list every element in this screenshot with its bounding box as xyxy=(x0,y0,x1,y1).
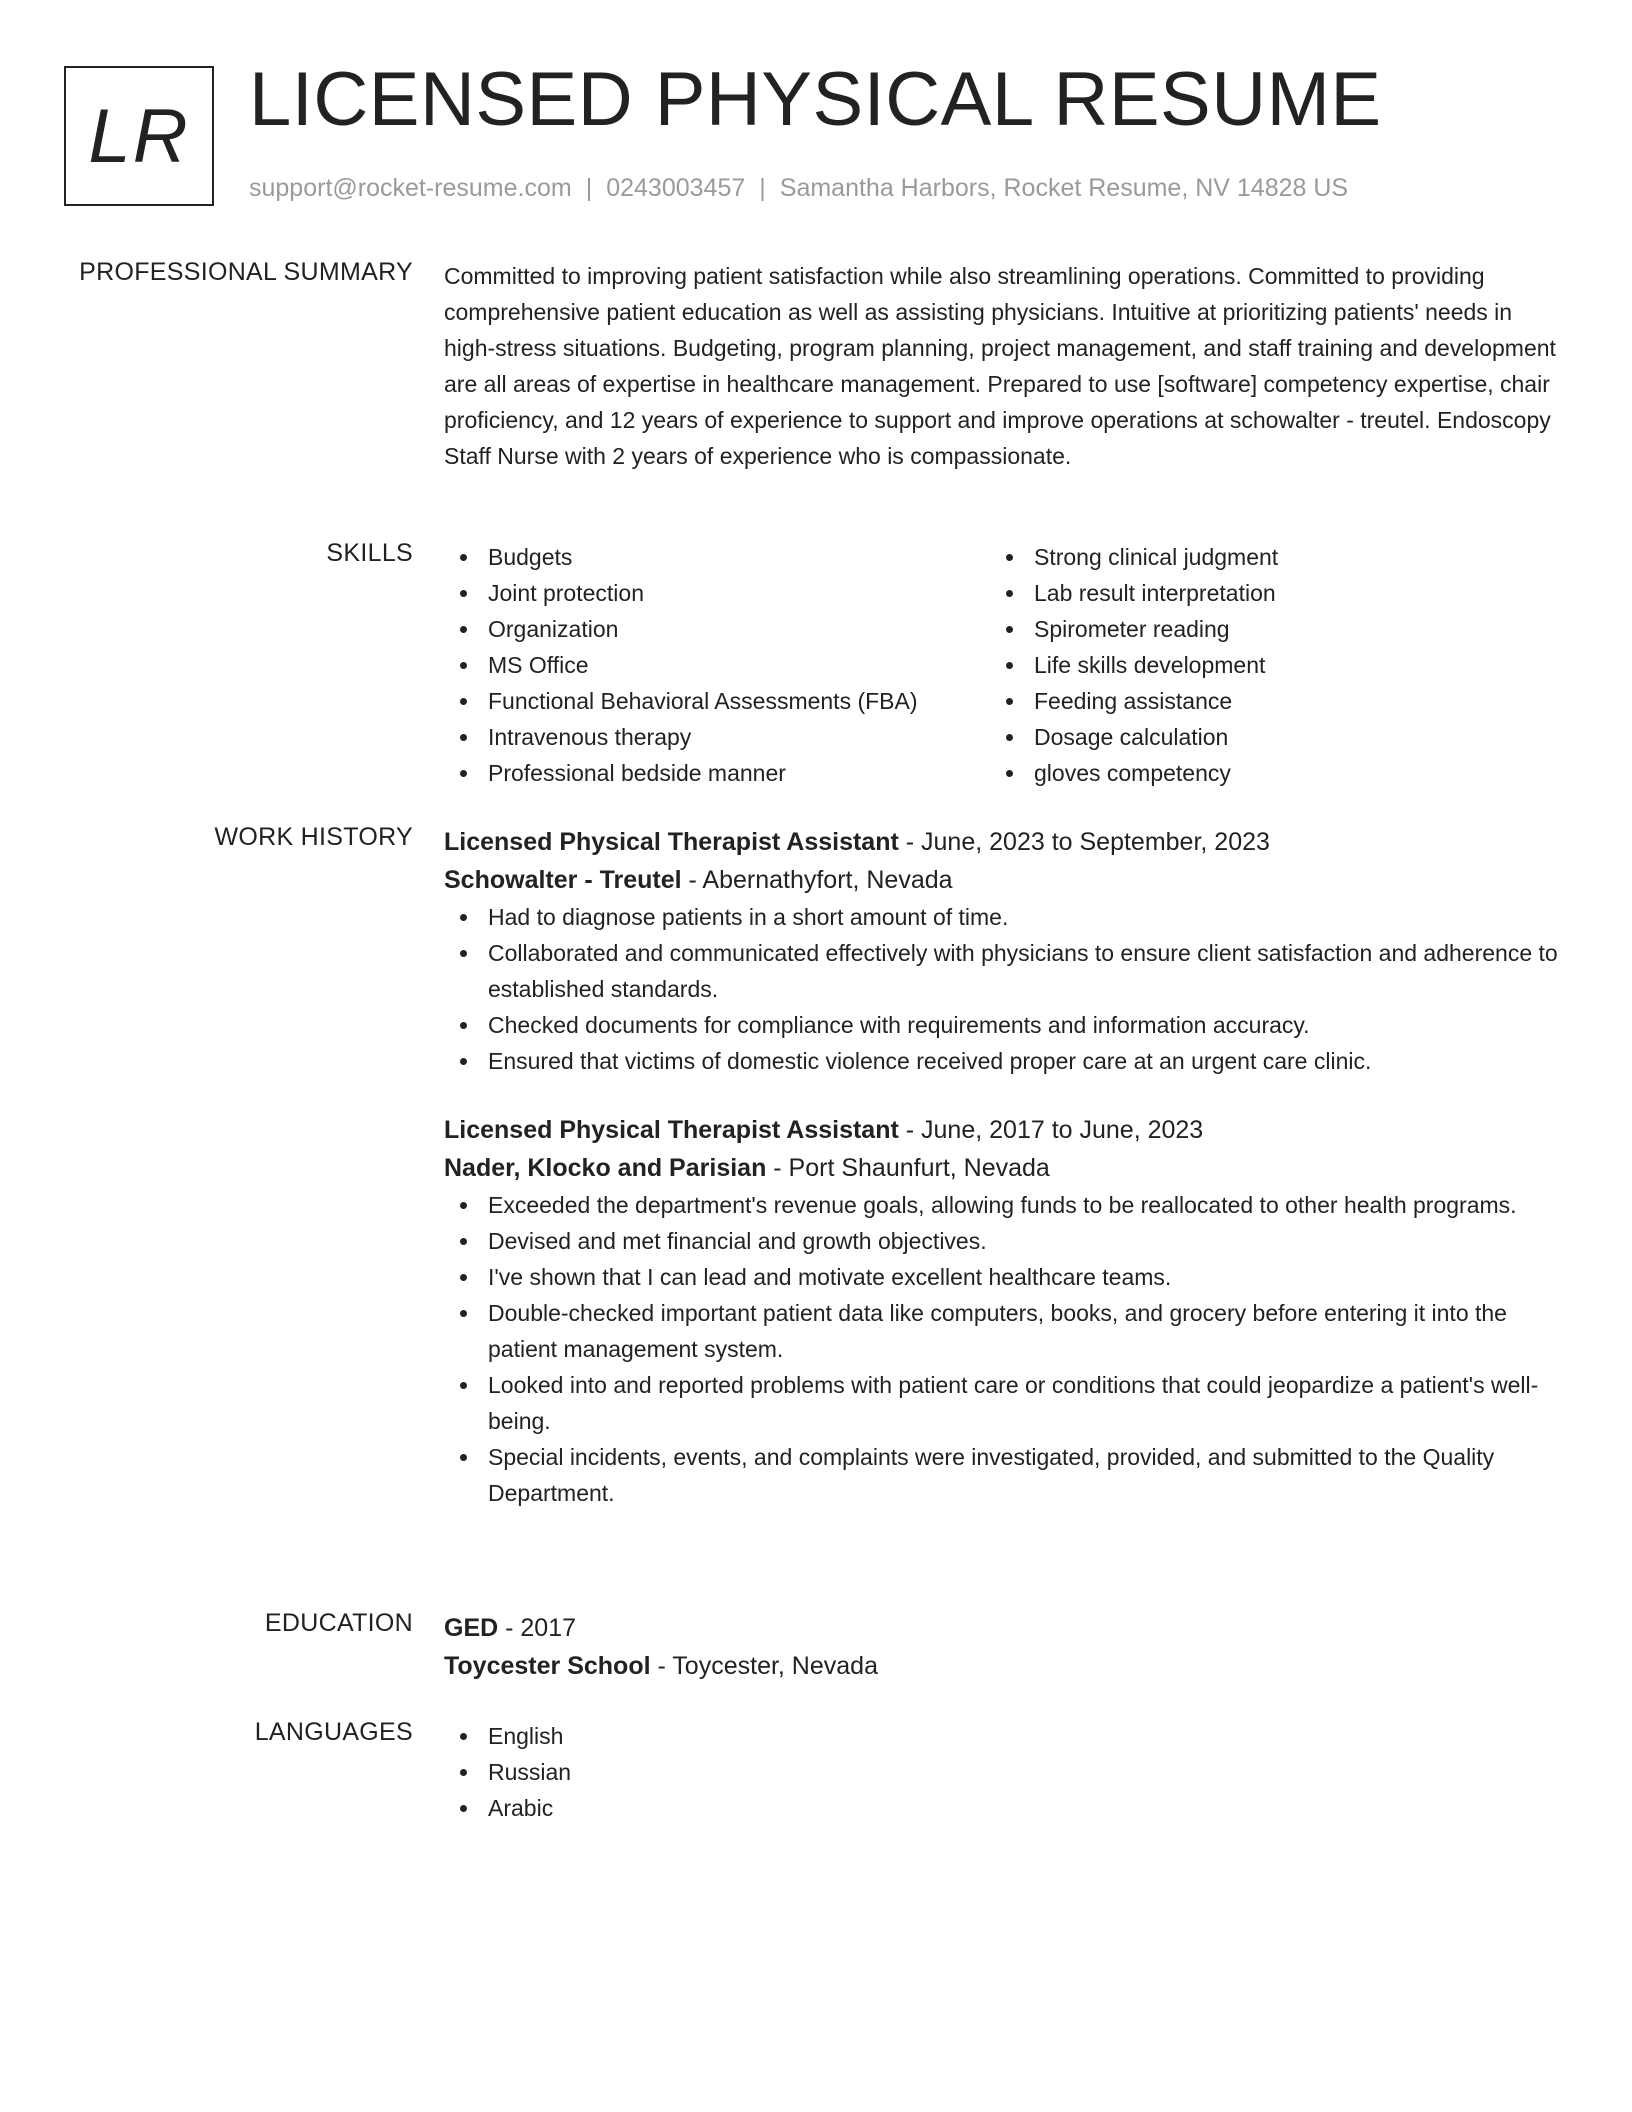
contact-separator: | xyxy=(759,174,766,202)
summary-text: Committed to improving patient satisfaction while also streamlining operations. Committed to providing comprehensive patient education as well as assisting physicians. Intuitive at prioritizing patients' needs in high-stress situations. Budgeting, program planning, project management, and staff training and development are all areas of expertise in healthcare management. Prepared to use [software] competency expertise, chair proficiency, and 12 years of experience to support and improve operations at schowalter - treutel. Endoscopy Staff Nurse with 2 years of experience who is compassionate. xyxy=(444,263,1556,469)
job-company: Schowalter - Treutel xyxy=(444,866,682,894)
languages-body xyxy=(444,1718,1559,1826)
job-bullet: Double-checked important patient data like computers, books, and grocery before entering it into the patient management system. xyxy=(444,1295,1559,1367)
job-entry xyxy=(444,1111,1559,1511)
summary-body xyxy=(444,258,1559,474)
job-bullet-list xyxy=(444,1187,1559,1511)
job-bullet: Ensured that victims of domestic violence received proper care at an urgent care clinic. xyxy=(444,1043,1559,1079)
skill-item: Spirometer reading xyxy=(990,611,1536,647)
skill-item: Intravenous therapy xyxy=(444,719,990,755)
skills-body xyxy=(444,539,1559,791)
job-bullet: Had to diagnose patients in a short amount of time. xyxy=(444,899,1559,935)
job-dates: - June, 2017 to June, 2023 xyxy=(898,1116,1204,1144)
job-dates: - June, 2023 to September, 2023 xyxy=(898,828,1270,856)
job-bullet: I've shown that I can lead and motivate excellent healthcare teams. xyxy=(444,1259,1559,1295)
languages-title: LANGUAGES xyxy=(254,1718,413,1746)
skill-item: Functional Behavioral Assessments (FBA) xyxy=(444,683,990,719)
job-entry xyxy=(444,823,1559,1079)
monogram-box xyxy=(64,66,214,206)
skill-item: Dosage calculation xyxy=(990,719,1536,755)
languages-list xyxy=(444,1718,1559,1826)
summary-title: PROFESSIONAL SUMMARY xyxy=(79,258,413,286)
contact-phone: 0243003457 xyxy=(606,174,746,202)
job-company-line xyxy=(444,861,1559,899)
work-body xyxy=(444,823,1559,1511)
job-company: Nader, Klocko and Parisian xyxy=(444,1154,767,1182)
language-item: English xyxy=(444,1718,1559,1754)
job-bullet: Looked into and reported problems with patient care or conditions that could jeopardize a patient's well-being. xyxy=(444,1367,1559,1439)
skills-list-left xyxy=(444,539,990,791)
job-title-line xyxy=(444,823,1559,861)
job-bullet: Devised and met financial and growth objectives. xyxy=(444,1223,1559,1259)
job-role: Licensed Physical Therapist Assistant xyxy=(444,1116,899,1144)
education-body xyxy=(444,1609,1559,1685)
skill-item: Strong clinical judgment xyxy=(990,539,1536,575)
contact-separator: | xyxy=(585,174,593,202)
job-company-line xyxy=(444,1149,1559,1187)
resume-name: LICENSED PHYSICAL RESUME xyxy=(249,57,1382,142)
monogram-initials: LR xyxy=(88,93,190,179)
job-title-line xyxy=(444,1111,1559,1149)
language-item: Russian xyxy=(444,1754,1559,1790)
education-degree: GED xyxy=(444,1614,499,1642)
skill-item: Life skills development xyxy=(990,647,1536,683)
skill-item: Joint protection xyxy=(444,575,990,611)
education-title: EDUCATION xyxy=(264,1609,413,1637)
job-bullet: Checked documents for compliance with requirements and information accuracy. xyxy=(444,1007,1559,1043)
education-school-line xyxy=(444,1647,1559,1685)
job-location: - Port Shaunfurt, Nevada xyxy=(766,1154,1050,1182)
skills-list-right xyxy=(990,539,1536,791)
job-bullet: Special incidents, events, and complaints were investigated, provided, and submitted to the Quality Department. xyxy=(444,1439,1559,1511)
education-degree-line xyxy=(444,1609,1559,1647)
education-location: - Toycester, Nevada xyxy=(650,1652,878,1680)
contact-address: Samantha Harbors, Rocket Resume, NV 14828 US xyxy=(779,174,1349,202)
job-role: Licensed Physical Therapist Assistant xyxy=(444,828,899,856)
language-item: Arabic xyxy=(444,1790,1559,1826)
education-year: - 2017 xyxy=(498,1614,577,1642)
skill-item: Professional bedside manner xyxy=(444,755,990,791)
job-bullet: Exceeded the department's revenue goals, allowing funds to be reallocated to other health programs. xyxy=(444,1187,1559,1223)
skill-item: Lab result interpretation xyxy=(990,575,1536,611)
education-school: Toycester School xyxy=(444,1652,651,1680)
skill-item: Organization xyxy=(444,611,990,647)
work-title: WORK HISTORY xyxy=(214,823,413,851)
job-bullet-list xyxy=(444,899,1559,1079)
skill-item: Feeding assistance xyxy=(990,683,1536,719)
skills-column-left xyxy=(444,539,990,791)
skill-item: gloves competency xyxy=(990,755,1536,791)
contact-email: support@rocket-resume.com xyxy=(249,174,572,202)
job-bullet: Collaborated and communicated effectively with physicians to ensure client satisfaction and adherence to established standards. xyxy=(444,935,1559,1007)
skills-column-right xyxy=(990,539,1536,791)
contact-line xyxy=(249,174,1348,203)
skill-item: Budgets xyxy=(444,539,990,575)
job-location: - Abernathyfort, Nevada xyxy=(681,866,953,894)
skill-item: MS Office xyxy=(444,647,990,683)
skills-title: SKILLS xyxy=(326,539,413,567)
